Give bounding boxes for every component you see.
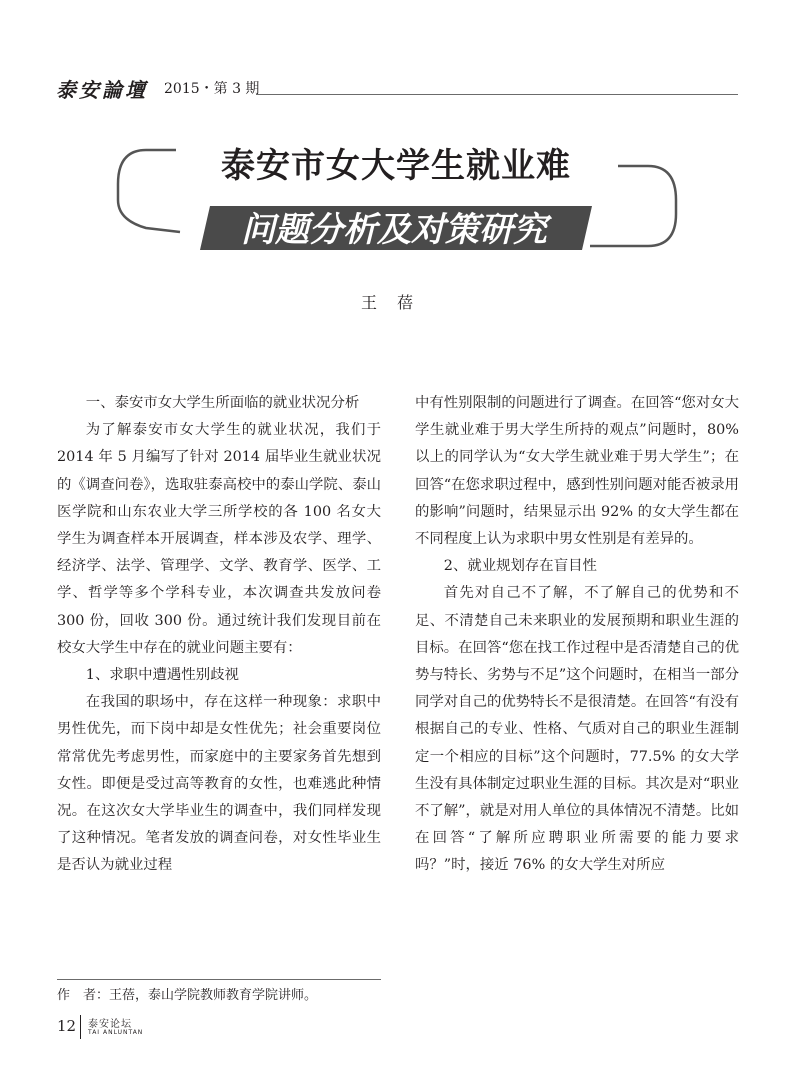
author-name: 王蓓 — [360, 293, 433, 312]
issue-label: 2015・第 3 期 — [164, 81, 260, 97]
left-column — [57, 390, 381, 880]
running-header — [56, 74, 738, 102]
paragraph: 中有性别限制的问题进行了调查。在回答“您对女大学生就业难于男大学生所持的观点”问题时，80% 以上的同学认为“女大学生就业难于男大学生”；在回答“在您求职过程中，感到性别问题对能否被录用的影响”问题时，结果显示出 92% 的女大学生都在不同程度上认为求职中男女性别是有差异的。 — [415, 395, 739, 548]
header-rule — [256, 94, 738, 95]
page-number: 12 — [57, 1017, 77, 1035]
paragraph: 为了解泰安市女大学生的就业状况，我们于 2014 年 5 月编写了针对 2014 届毕业生就业状况的《调查问卷》，选取驻泰高校中的泰山学院、泰山医学院和山东农业大学三所学校的各 100 名女大学生为调查样本开展调查，样本涉及农学、理学、经济学、法学、管理学、文学、教育学、医学、工学、哲学等多个学科专业，本次调查共发放问卷 300 份，回收 300 份。通过统计我们发现目前在校女大学生中存在的就业问题主要有： — [57, 422, 381, 656]
subsection-heading: 1、求职中遭遇性别歧视 — [85, 667, 239, 684]
footnote-rule — [57, 979, 381, 980]
author-footnote: 作 者：王蓓，泰山学院教师教育学院讲师。 — [57, 988, 318, 1003]
footer-journal-pinyin: TAI ANLUNTAN — [88, 1029, 144, 1036]
article-title — [112, 144, 682, 252]
footer-divider — [80, 1015, 81, 1039]
paragraph: 首先对自己不了解，不了解自己的优势和不足、不清楚自己未来职业的发展预期和职业生涯的目标。在回答“您在找工作过程中是否清楚自己的优势与特长、劣势与不足”这个问题时，在相当一部分同学对自己的优势特长不是很清楚。在回答“有没有根据自己的专业、性格、气质对自己的职业生涯制定一个相应的目标”这个问题时，77.5% 的女大学生没有具体制定过职业生涯的目标。其次是对“职业不了解”，就是对用人单位的具体情况不清楚。比如在回答“了解所应聘职业所需要的能力要求吗？”时，接近 76% 的女大学生对所应 — [415, 585, 739, 874]
section-heading: 一、泰安市女大学生所面临的就业状况分析 — [85, 395, 360, 411]
subsection-heading: 2、就业规划存在盲目性 — [443, 558, 597, 575]
footer-journal-name: 泰安论坛 — [88, 1019, 132, 1030]
title-line-1: 泰安市女大学生就业难 — [221, 146, 571, 186]
right-column — [415, 390, 739, 880]
journal-name: 泰安論壇 — [56, 78, 148, 102]
title-line-2: 问题分析及对策研究 — [241, 210, 547, 250]
paragraph: 在我国的职场中，存在这样一种现象：求职中男性优先，而下岗中却是女性优先；社会重要岗位常常优先考虑男性，而家庭中的主要家务首先想到女性。即便是受过高等教育的女性，也难逃此种情况。在这次女大学毕业生的调查中，我们同样发现了这种情况。笔者发放的调查问卷，对女性毕业生是否认为就业过程 — [57, 694, 381, 874]
